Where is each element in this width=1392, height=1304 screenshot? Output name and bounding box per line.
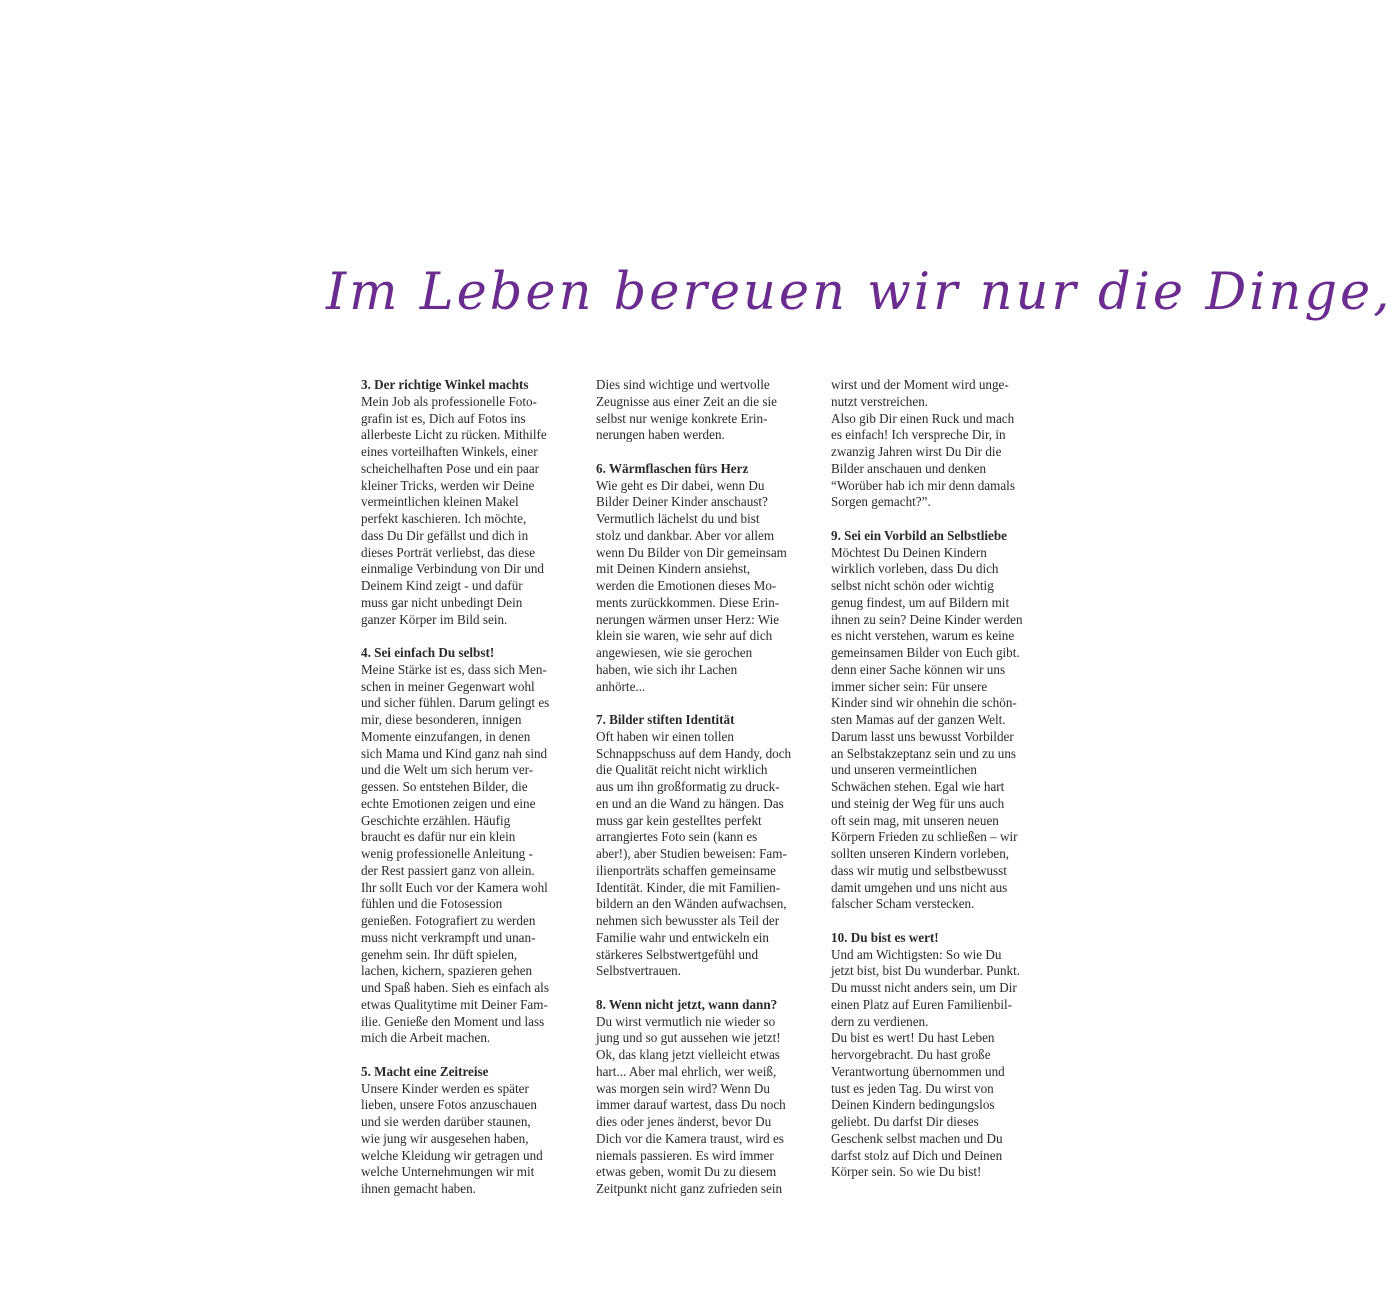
body-line: aus um ihn großformatig zu druck- bbox=[596, 779, 780, 794]
body-line: Sorgen gemacht?”. bbox=[831, 494, 931, 510]
body-line: “Worüber hab ich mir denn damals bbox=[831, 477, 1015, 493]
script-heading: Im Leben bereuen wir nur die Dinge, bbox=[326, 263, 1392, 322]
section-body bbox=[361, 394, 577, 629]
body-line: mich die Arbeit machen. bbox=[361, 1030, 491, 1046]
body-line: der Rest passiert ganz von allein. bbox=[361, 862, 535, 878]
body-line: Unsere Kinder werden es später bbox=[361, 1080, 529, 1096]
section-title: 6. Wärmflaschen fürs Herz bbox=[596, 460, 749, 476]
body-line: etwas Qualitytime mit Deiner Fam- bbox=[361, 996, 548, 1012]
body-line: ilie. Genieße den Moment und lass bbox=[361, 1013, 545, 1029]
text-column-3 bbox=[831, 377, 1047, 1181]
body-line: an Selbstakzeptanz sein und zu uns bbox=[831, 745, 1017, 761]
section-body bbox=[831, 545, 1047, 914]
body-line: ihnen gemacht haben. bbox=[361, 1181, 476, 1196]
body-line: Geschenk selbst machen und Du bbox=[831, 1130, 1003, 1146]
article-section bbox=[361, 1064, 577, 1198]
body-line: lachen, kichern, spazieren gehen bbox=[361, 963, 533, 979]
body-line: ganzer Körper im Bild sein. bbox=[361, 611, 508, 627]
body-line: Du musst nicht anders sein, um Dir bbox=[831, 980, 1017, 995]
article-section bbox=[361, 645, 577, 1047]
body-line: nerungen haben werden. bbox=[596, 427, 725, 443]
body-line: Schnappschuss auf dem Handy, doch bbox=[596, 745, 792, 761]
body-line: dern zu verdienen. bbox=[831, 1013, 929, 1029]
body-line: Darum lasst uns bewusst Vorbilder bbox=[831, 728, 1014, 744]
body-line: stolz und dankbar. Aber vor allem bbox=[596, 527, 775, 543]
body-line: Geschichte erzählen. Häufig bbox=[361, 812, 511, 828]
body-line: es nicht verstehen, warum es keine bbox=[831, 628, 1015, 644]
body-line: Deinem Kind zeigt - und dafür bbox=[361, 578, 523, 593]
article-section bbox=[596, 712, 812, 980]
body-line: hervorgebracht. Du hast große bbox=[831, 1047, 991, 1062]
text-column-2 bbox=[596, 377, 812, 1198]
body-line: scheichelhaften Pose und ein paar bbox=[361, 460, 540, 476]
body-line: Ok, das klang jetzt vielleicht etwas bbox=[596, 1047, 780, 1062]
section-title: 5. Macht eine Zeitreise bbox=[361, 1063, 489, 1079]
section-body bbox=[831, 377, 1047, 511]
article-section bbox=[831, 528, 1047, 913]
body-line: darfst stolz auf Dich und Deinen bbox=[831, 1147, 1003, 1163]
body-line: wirklich vorleben, dass Du dich bbox=[831, 561, 999, 577]
body-line: wenn Du Bilder von Dir gemeinsam bbox=[596, 544, 787, 560]
body-line: was morgen sein wird? Wenn Du bbox=[596, 1080, 770, 1096]
body-line: Bilder anschauen und denken bbox=[831, 460, 987, 476]
section-body bbox=[831, 947, 1047, 1182]
body-line: sollten unseren Kindern vorleben, bbox=[831, 846, 1010, 861]
body-line: Und am Wichtigsten: So wie Du bbox=[831, 946, 1002, 962]
body-line: Ihr sollt Euch vor der Kamera wohl bbox=[361, 879, 548, 895]
body-line: gessen. So entstehen Bilder, die bbox=[361, 779, 528, 794]
body-line: anhörte... bbox=[596, 678, 646, 694]
body-line: Momente einzufangen, in denen bbox=[361, 728, 531, 744]
body-line: muss gar nicht unbedingt Dein bbox=[361, 594, 523, 610]
body-line: kleiner Tricks, werden wir Deine bbox=[361, 477, 535, 493]
body-line: klein sie waren, wie sehr auf dich bbox=[596, 628, 773, 644]
body-line: bildern an den Wänden aufwachsen, bbox=[596, 896, 787, 912]
body-line: Körper sein. So wie Du bist! bbox=[831, 1164, 982, 1180]
body-line: vermeintlichen kleinen Makel bbox=[361, 494, 519, 510]
body-line: echte Emotionen zeigen und eine bbox=[361, 795, 536, 811]
body-line: Zeugnisse aus einer Zeit an die sie bbox=[596, 393, 777, 409]
body-line: wirst und der Moment wird unge- bbox=[831, 377, 1009, 392]
body-line: lieben, unsere Fotos anzuschauen bbox=[361, 1097, 537, 1113]
body-line: angewiesen, wie sie gerochen bbox=[596, 645, 753, 660]
body-line: arrangiertes Foto sein (kann es bbox=[596, 829, 758, 845]
article-section bbox=[831, 377, 1047, 511]
body-line: zwanzig Jahren wirst Du Dir die bbox=[831, 444, 1002, 459]
body-line: Du wirst vermutlich nie wieder so bbox=[596, 1013, 776, 1029]
section-title: 3. Der richtige Winkel machts bbox=[361, 377, 529, 392]
body-line: jetzt bist, bist Du wunderbar. Punkt. bbox=[831, 963, 1021, 979]
section-title: 9. Sei ein Vorbild an Selbstliebe bbox=[831, 527, 1007, 543]
section-title: 8. Wenn nicht jetzt, wann dann? bbox=[596, 996, 778, 1012]
body-line: sten Mamas auf der ganzen Welt. bbox=[831, 712, 1006, 727]
body-line: nehmen sich bewusster als Teil der bbox=[596, 913, 780, 928]
body-line: muss nicht verkrampft und unan- bbox=[361, 929, 536, 945]
body-line: werden die Emotionen dieses Mo- bbox=[596, 578, 777, 593]
body-line: jung und so gut aussehen wie jetzt! bbox=[596, 1030, 781, 1046]
body-line: und Spaß haben. Sieh es einfach als bbox=[361, 980, 549, 995]
body-line: genießen. Fotografiert zu werden bbox=[361, 913, 536, 928]
article-section bbox=[596, 997, 812, 1198]
body-line: welche Kleidung wir getragen und bbox=[361, 1147, 543, 1163]
article-section bbox=[596, 377, 812, 444]
section-body bbox=[361, 662, 577, 1047]
section-body bbox=[596, 478, 812, 696]
body-line: Identität. Kinder, die mit Familien- bbox=[596, 879, 781, 895]
body-line: allerbeste Licht zu rücken. Mithilfe bbox=[361, 427, 547, 443]
body-line: wie jung wir ausgesehen haben, bbox=[361, 1130, 529, 1146]
body-line: Meine Stärke ist es, dass sich Men- bbox=[361, 661, 547, 677]
body-line: immer sicher sein: Für unsere bbox=[831, 678, 988, 694]
section-body bbox=[596, 1014, 812, 1198]
body-line: dieses Porträt verliebst, das diese bbox=[361, 544, 536, 560]
body-line: sich Mama und Kind ganz nah sind bbox=[361, 745, 548, 761]
body-line: aber!), aber Studien beweisen: Fam- bbox=[596, 846, 787, 861]
body-line: braucht es dafür nur ein klein bbox=[361, 829, 516, 845]
body-line: niemals passieren. Es wird immer bbox=[596, 1147, 774, 1163]
body-line: Dies sind wichtige und wertvolle bbox=[596, 377, 770, 392]
section-body bbox=[596, 729, 812, 980]
body-line: Wie geht es Dir dabei, wenn Du bbox=[596, 477, 765, 493]
body-line: selbst nur wenige konkrete Erin- bbox=[596, 410, 768, 426]
article-section bbox=[596, 461, 812, 696]
body-line: muss gar kein gestelltes perfekt bbox=[596, 812, 762, 828]
section-title: 4. Sei einfach Du selbst! bbox=[361, 645, 495, 660]
body-line: es einfach! Ich verspreche Dir, in bbox=[831, 427, 1006, 443]
body-line: Selbstvertrauen. bbox=[596, 963, 682, 979]
article-section bbox=[831, 930, 1047, 1181]
body-line: welche Unternehmungen wir mit bbox=[361, 1164, 535, 1180]
body-line: en und an die Wand zu hängen. Das bbox=[596, 795, 784, 811]
body-line: ments zurückkommen. Diese Erin- bbox=[596, 594, 780, 610]
body-line: oft sein mag, mit unseren neuen bbox=[831, 812, 999, 828]
body-line: Körpern Frieden zu schließen – wir bbox=[831, 829, 1018, 845]
body-line: und steinig der Weg für uns auch bbox=[831, 795, 1005, 811]
body-line: Möchtest Du Deinen Kindern bbox=[831, 544, 987, 560]
body-line: und die Welt um sich herum ver- bbox=[361, 762, 534, 778]
body-line: Du bist es wert! Du hast Leben bbox=[831, 1030, 995, 1046]
body-line: gemeinsamen Bilder von Euch gibt. bbox=[831, 645, 1020, 660]
body-line: Oft haben wir einen tollen bbox=[596, 728, 734, 744]
body-line: denn einer Sache können wir uns bbox=[831, 661, 1006, 677]
body-line: Vermutlich lächelst du und bist bbox=[596, 511, 760, 526]
body-line: perfekt kaschieren. Ich möchte, bbox=[361, 511, 527, 526]
body-line: Mein Job als professionelle Foto- bbox=[361, 393, 537, 409]
body-line: eines vorteilhaften Winkels, einer bbox=[361, 444, 538, 459]
body-line: schen in meiner Gegenwart wohl bbox=[361, 678, 535, 694]
body-line: dies oder jenes änderst, bevor Du bbox=[596, 1114, 772, 1129]
section-title: 10. Du bist es wert! bbox=[831, 929, 939, 945]
article-section bbox=[361, 377, 577, 628]
body-line: wenig professionelle Anleitung - bbox=[361, 846, 533, 861]
body-line: tust es jeden Tag. Du wirst von bbox=[831, 1080, 994, 1096]
text-column-1 bbox=[361, 377, 577, 1198]
body-line: und sie werden darüber staunen, bbox=[361, 1114, 531, 1129]
section-title: 7. Bilder stiften Identität bbox=[596, 712, 735, 727]
body-line: Verantwortung übernommen und bbox=[831, 1063, 1005, 1079]
body-line: einmalige Verbindung von Dir und bbox=[361, 561, 544, 577]
body-line: selbst nicht schön oder wichtig bbox=[831, 578, 994, 593]
body-line: Also gib Dir einen Ruck und mach bbox=[831, 410, 1015, 426]
body-line: nutzt verstreichen. bbox=[831, 393, 929, 409]
body-line: nerungen wärmen unser Herz: Wie bbox=[596, 611, 780, 627]
body-line: Dich vor die Kamera traust, wird es bbox=[596, 1130, 784, 1146]
body-line: und unseren vermeintlichen bbox=[831, 762, 977, 778]
body-line: grafin ist es, Dich auf Fotos ins bbox=[361, 410, 526, 426]
body-line: ilienporträts schaffen gemeinsame bbox=[596, 862, 777, 878]
body-line: genug findest, um auf Bildern mit bbox=[831, 594, 1010, 610]
body-line: etwas geben, womit Du zu diesem bbox=[596, 1164, 777, 1180]
body-line: mir, diese besonderen, innigen bbox=[361, 712, 522, 727]
body-line: genehm sein. Ihr düft spielen, bbox=[361, 946, 518, 962]
body-line: mit Deinen Kindern ansiehst, bbox=[596, 561, 751, 577]
body-line: dass wir mutig und selbstbewusst bbox=[831, 862, 1007, 878]
body-line: Bilder Deiner Kinder anschaust? bbox=[596, 494, 768, 510]
body-line: dass Du Dir gefällst und dich in bbox=[361, 527, 529, 543]
body-line: ihnen zu sein? Deine Kinder werden bbox=[831, 611, 1023, 627]
body-line: damit umgehen und uns nicht aus bbox=[831, 879, 1008, 895]
body-line: haben, wie sich ihr Lachen bbox=[596, 661, 738, 677]
body-line: einen Platz auf Euren Familienbil- bbox=[831, 996, 1012, 1012]
body-line: Familie wahr und entwickeln ein bbox=[596, 929, 769, 945]
section-body bbox=[596, 377, 812, 444]
body-line: Kinder sind wir ohnehin die schön- bbox=[831, 695, 1017, 711]
body-line: Zeitpunkt nicht ganz zufrieden sein bbox=[596, 1181, 783, 1196]
body-line: geliebt. Du darfst Dir dieses bbox=[831, 1114, 979, 1129]
section-body bbox=[361, 1081, 577, 1198]
body-line: Deinen Kindern bedingungslos bbox=[831, 1097, 995, 1113]
body-line: immer darauf wartest, dass Du noch bbox=[596, 1097, 786, 1113]
body-line: stärkeres Selbstwertgefühl und bbox=[596, 946, 759, 962]
body-line: falscher Scham verstecken. bbox=[831, 896, 975, 912]
body-line: Schwächen stehen. Egal wie hart bbox=[831, 779, 1005, 794]
body-line: hart... Aber mal ehrlich, wer weiß, bbox=[596, 1063, 777, 1079]
body-line: und sicher fühlen. Darum gelingt es bbox=[361, 695, 550, 711]
body-line: die Qualität reicht nicht wirklich bbox=[596, 762, 768, 778]
body-line: fühlen und die Fotosession bbox=[361, 896, 503, 912]
